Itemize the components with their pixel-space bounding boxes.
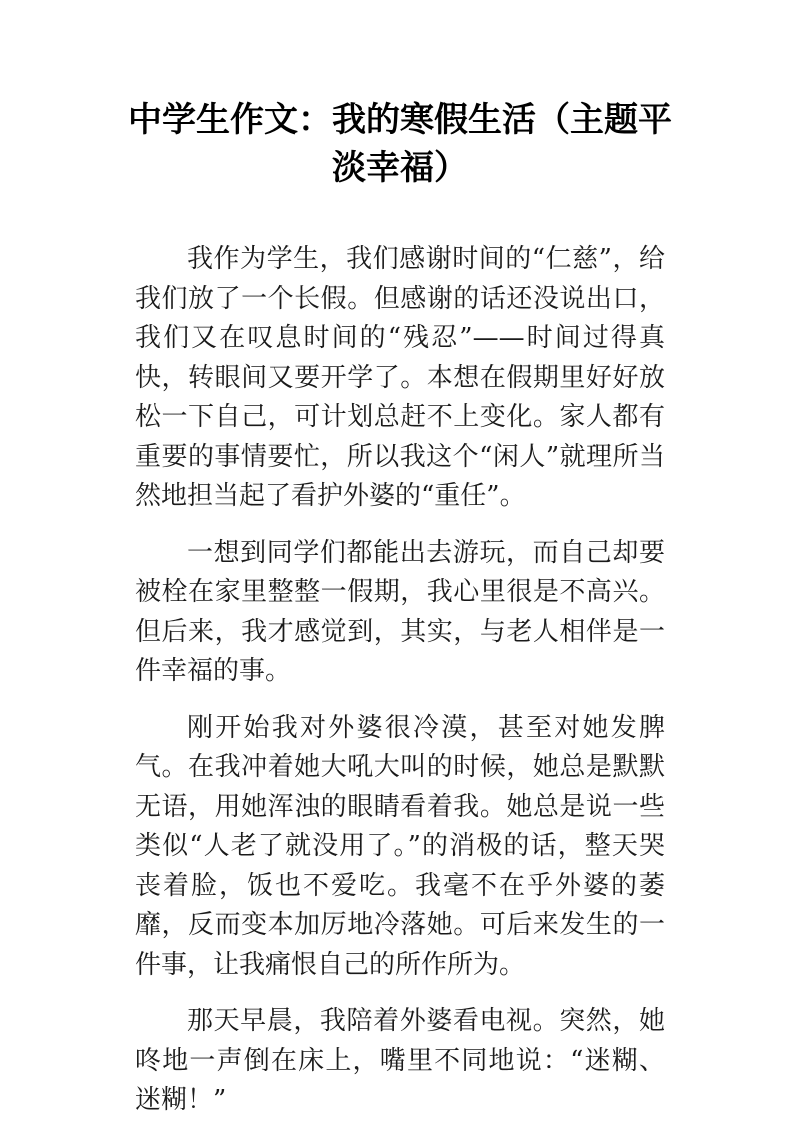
paragraph-2: 一想到同学们都能出去游玩，而自己却要被栓在家里整整一假期，我心里很是不高兴。但后来，我才感觉到，其实，与老人相伴是一件幸福的事。 xyxy=(135,537,665,686)
paragraph-3: 刚开始我对外婆很冷漠，甚至对她发脾气。在我冲着她大吼大叫的时候，她总是默默无语，用她浑浊的眼睛看着我。她总是说一些类似“人老了就没用了。”的消极的话，整天哭丧着脸，饭也不爱吃。我毫不在乎外婆的萎靡，反而变本加厉地冷落她。可后来发生的一件事，让我痛恨自己的所作所为。 xyxy=(135,712,665,980)
paragraph-4: 那天早晨，我陪着外婆看电视。突然，她咚地一声倒在床上，嘴里不同地说：“迷糊、迷糊！” xyxy=(135,1006,665,1115)
document-body xyxy=(135,240,665,1138)
document-title: 中学生作文：我的寒假生活（主题平淡幸福） xyxy=(128,100,672,188)
paragraph-1: 我作为学生，我们感谢时间的“仁慈”，给我们放了一个长假。但感谢的话还没说出口，我们又在叹息时间的“残忍”——时间过得真快，转眼间又要开学了。本想在假期里好好放松一下自己，可计划总赶不上变化。家人都有重要的事情要忙，所以我这个“闲人”就理所当然地担当起了看护外婆的“重任”。 xyxy=(135,244,665,511)
